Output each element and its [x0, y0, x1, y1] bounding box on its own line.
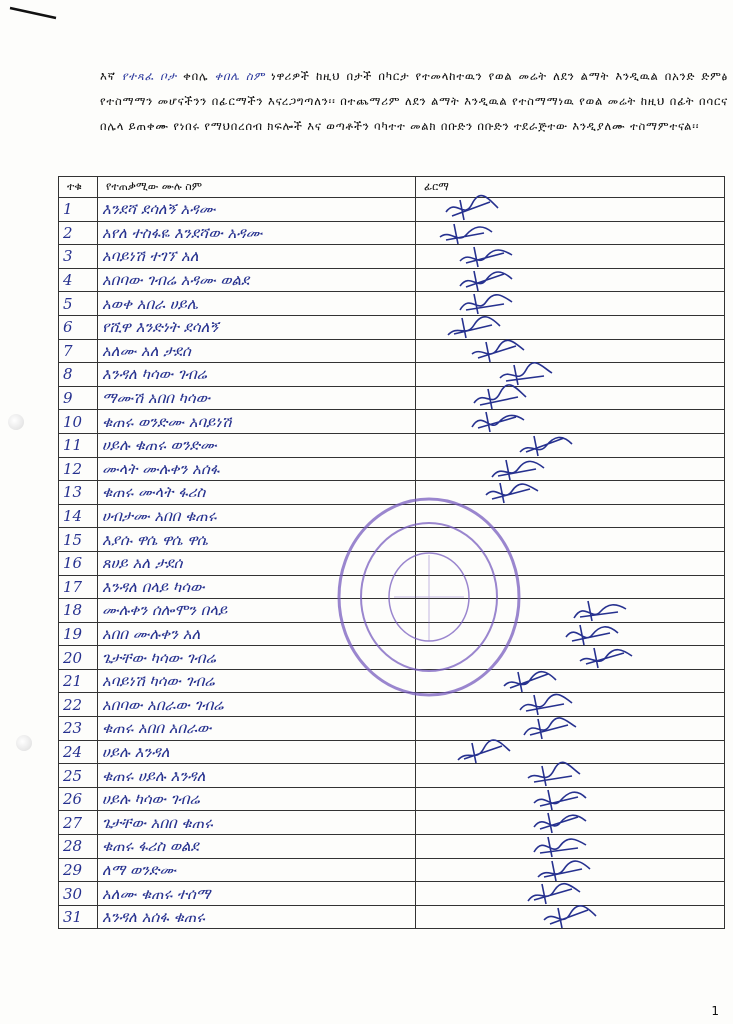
- row-full-name: የሺዋ እንድነት ደሳለኝ: [98, 315, 416, 339]
- row-number: 15: [59, 528, 98, 552]
- row-full-name: አለሙ አለ ታደሰ: [98, 339, 416, 363]
- row-full-name: አየለ ተስፋዬ እንደሻው አዳሙ: [98, 221, 416, 245]
- row-signature: [416, 315, 725, 339]
- handwritten-signature: [520, 713, 580, 743]
- punch-hole: [16, 735, 32, 751]
- handwritten-signature: [576, 642, 636, 672]
- row-number: 14: [59, 504, 98, 528]
- header-signature: ፊርማ: [416, 177, 725, 198]
- row-full-name: አበበ ሙሉቀን አለ: [98, 622, 416, 646]
- table-row: [59, 221, 725, 245]
- table-header-row: [59, 177, 725, 198]
- header-number: ተቁ: [59, 177, 98, 198]
- row-number: 30: [59, 882, 98, 906]
- row-number: 5: [59, 292, 98, 316]
- row-number: 22: [59, 693, 98, 717]
- table-row: [59, 787, 725, 811]
- row-signature: [416, 363, 725, 387]
- row-number: 9: [59, 386, 98, 410]
- intro-prefix: እኛ: [100, 69, 116, 83]
- row-full-name: ለማ ወንድሙ: [98, 858, 416, 882]
- row-number: 10: [59, 410, 98, 434]
- row-signature: [416, 457, 725, 481]
- handwritten-kebele-name: ቀበሌ ስም: [214, 69, 266, 83]
- table-row: [59, 410, 725, 434]
- table-row: [59, 882, 725, 906]
- table-row: [59, 433, 725, 457]
- table-row: [59, 717, 725, 741]
- row-full-name: ቁጠሩ ሙላት ፋሪስ: [98, 481, 416, 505]
- row-number: 2: [59, 221, 98, 245]
- row-number: 24: [59, 740, 98, 764]
- row-full-name: አባይነሽ ተገኘ አለ: [98, 245, 416, 269]
- row-number: 7: [59, 339, 98, 363]
- table-row: [59, 292, 725, 316]
- row-number: 1: [59, 198, 98, 222]
- page-number: 1: [711, 1004, 719, 1018]
- row-full-name: ሀብታሙ አበበ ቁጠሩ: [98, 504, 416, 528]
- table-row: [59, 740, 725, 764]
- official-stamp: [334, 495, 524, 700]
- row-full-name: አበባው አበራው ገብሬ: [98, 693, 416, 717]
- row-number: 18: [59, 599, 98, 623]
- table-row: [59, 764, 725, 788]
- handwritten-signature: [454, 737, 514, 767]
- row-full-name: እንዳለ አሰፋ ቁጠሩ: [98, 905, 416, 929]
- row-full-name: ጌታቸው አበበ ቁጠሩ: [98, 811, 416, 835]
- intro-statement: [100, 64, 728, 139]
- row-number: 3: [59, 245, 98, 269]
- table-row: [59, 268, 725, 292]
- row-number: 31: [59, 905, 98, 929]
- handwritten-signature: [540, 902, 600, 932]
- row-number: 17: [59, 575, 98, 599]
- punch-hole: [8, 414, 24, 430]
- row-number: 25: [59, 764, 98, 788]
- row-number: 29: [59, 858, 98, 882]
- row-full-name: ጸሀይ አለ ታደሰ: [98, 551, 416, 575]
- row-signature: [416, 386, 725, 410]
- row-full-name: እንደሻ ደሳለኝ አዳሙ: [98, 198, 416, 222]
- row-full-name: አለሙ ቁጠሩ ተሰማ: [98, 882, 416, 906]
- table-row: [59, 363, 725, 387]
- row-number: 23: [59, 717, 98, 741]
- row-full-name: ቁጠሩ ፋሪስ ወልደ: [98, 835, 416, 859]
- row-full-name: እያሱ ዋሴ ዋሴ ዋሴ: [98, 528, 416, 552]
- row-full-name: አወቀ አበራ ሀይሌ: [98, 292, 416, 316]
- row-number: 28: [59, 835, 98, 859]
- table-row: [59, 835, 725, 859]
- table-row: [59, 811, 725, 835]
- row-full-name: ቁጠሩ አበበ አበራው: [98, 717, 416, 741]
- row-number: 6: [59, 315, 98, 339]
- row-full-name: እንዳለ ካሳው ገብሬ: [98, 363, 416, 387]
- row-number: 21: [59, 669, 98, 693]
- row-number: 13: [59, 481, 98, 505]
- row-full-name: ጌታቸው ካሳው ገብሬ: [98, 646, 416, 670]
- row-number: 16: [59, 551, 98, 575]
- header-full-name: የተጠቃሚው ሙሉ ስም: [98, 177, 416, 198]
- table-row: [59, 858, 725, 882]
- intro-text: ነዋሪዎች ከዚህ በታች በካርታ የተመላከተዉን የወል መሬት ለደን ልማት እንዲዉል በአንድ ድምፅ የተስማማን መሆናችንን በፊርማችን እናረጋግጣለን፡፡ በተጨማሪም ለደን ልማት እንዲዉል የተስማማነዉ የወል መሬት ከዚህ በፊት በሳርና በሌላ ይጠቀሙ የነበሩ የማህበረሰብ ክፍሎች እና ወጣቶችን ባካተተ መልክ በቡድን በቡድን ተደራጅተው እንዲያለሙ ተስማምተናል፡፡: [100, 69, 728, 133]
- row-signature: [416, 433, 725, 457]
- row-full-name: አበባው ገብሬ አዳሙ ወልደ: [98, 268, 416, 292]
- row-full-name: ቁጠሩ ወንድሙ አባይነሽ: [98, 410, 416, 434]
- table-row: [59, 245, 725, 269]
- row-full-name: ሙሉቀን ሰሎሞን በላይ: [98, 599, 416, 623]
- row-signature: [416, 339, 725, 363]
- row-number: 20: [59, 646, 98, 670]
- row-number: 19: [59, 622, 98, 646]
- table-row: [59, 457, 725, 481]
- handwritten-place-name: የተጻፈ ቦታ: [121, 69, 177, 83]
- row-number: 26: [59, 787, 98, 811]
- row-full-name: ሀይሉ ቁጠሩ ወንድሙ: [98, 433, 416, 457]
- intro-kebele-word: ቀበሌ: [183, 69, 209, 83]
- table-row: [59, 315, 725, 339]
- row-number: 4: [59, 268, 98, 292]
- table-row: [59, 905, 725, 929]
- row-full-name: ማሙሽ አበበ ካሳው: [98, 386, 416, 410]
- table-row: [59, 386, 725, 410]
- row-number: 8: [59, 363, 98, 387]
- row-full-name: አባይነሽ ካሳው ገብሬ: [98, 669, 416, 693]
- row-full-name: ሙላት ሙሉቀን አሰፋ: [98, 457, 416, 481]
- row-full-name: እንዳለ በላይ ካሳው: [98, 575, 416, 599]
- row-number: 11: [59, 433, 98, 457]
- row-number: 27: [59, 811, 98, 835]
- corner-pen-mark: [8, 2, 60, 22]
- row-signature: [416, 905, 725, 929]
- table-row: [59, 198, 725, 222]
- table-row: [59, 339, 725, 363]
- row-full-name: ቁጠሩ ሀይሉ እንዳለ: [98, 764, 416, 788]
- row-full-name: ሀይሉ ካሳው ገብሬ: [98, 787, 416, 811]
- row-number: 12: [59, 457, 98, 481]
- row-full-name: ሀይሉ እንዳለ: [98, 740, 416, 764]
